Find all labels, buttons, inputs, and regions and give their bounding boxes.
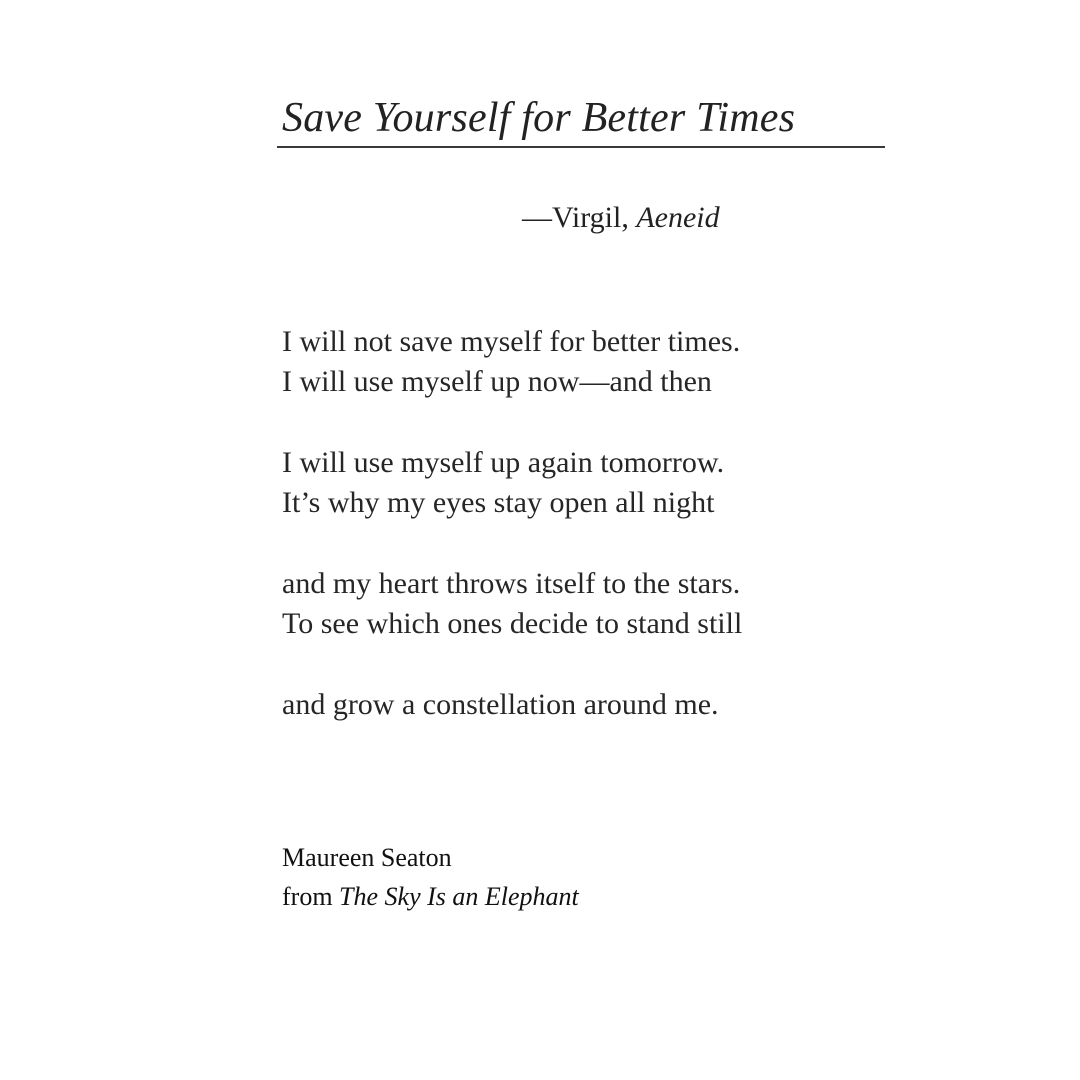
stanza-1 (282, 322, 742, 402)
poem-line: I will use myself up again tomorrow. (282, 446, 725, 479)
epigraph-attribution: —Virgil, (522, 201, 637, 234)
credit-book-title: The Sky Is an Elephant (339, 882, 579, 911)
epigraph (522, 198, 720, 238)
stanza-3 (282, 564, 742, 644)
poem-line: I will not save myself for better times. (282, 325, 741, 358)
epigraph-work: Aeneid (636, 201, 720, 234)
title-underline (277, 146, 885, 148)
poem-line: To see which ones decide to stand still (282, 607, 743, 640)
credit-author: Maureen Seaton (282, 843, 452, 872)
stanza-4 (282, 685, 742, 725)
credit-block (282, 838, 579, 916)
poem-title: Save Yourself for Better Times (282, 95, 796, 141)
stanza-2 (282, 443, 742, 523)
poem-line: It’s why my eyes stay open all night (282, 486, 715, 519)
poem-line: and grow a constellation around me. (282, 688, 719, 721)
credit-from-label: from (282, 882, 340, 911)
poem-line: I will use myself up now—and then (282, 365, 712, 398)
credit-source (282, 877, 579, 916)
poem-body (282, 322, 742, 766)
poem-line: and my heart throws itself to the stars. (282, 567, 741, 600)
